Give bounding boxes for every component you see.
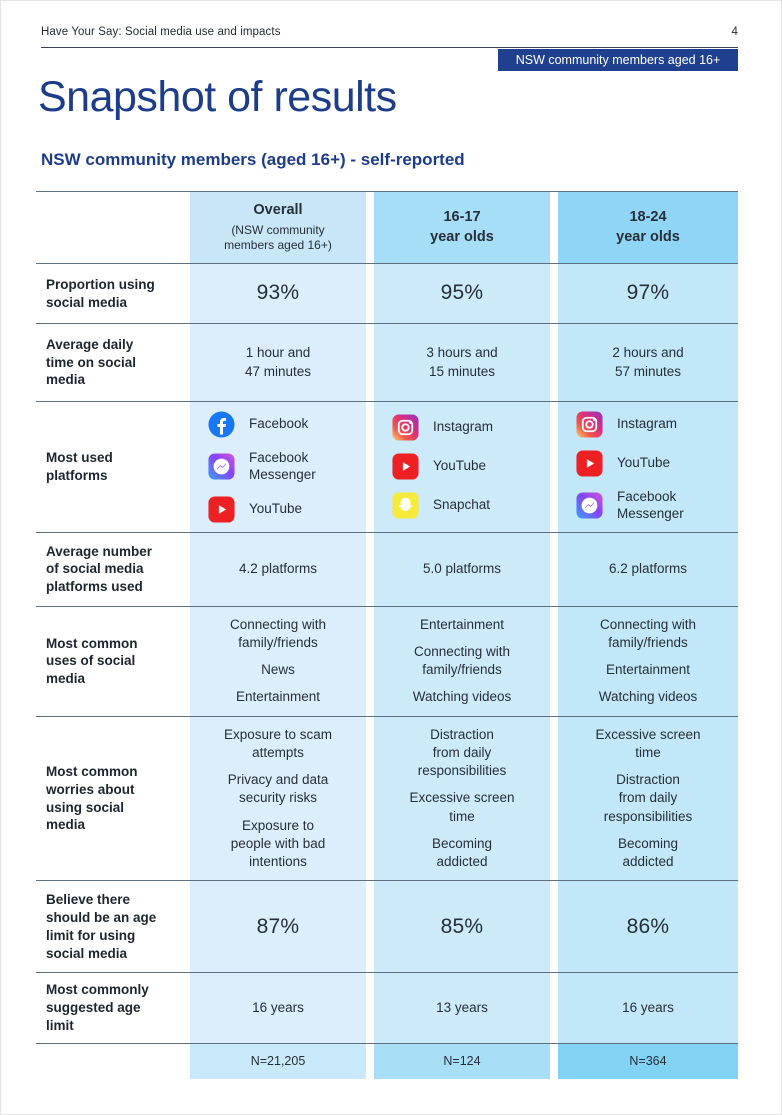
list-item: Connecting with family/friends bbox=[413, 644, 511, 678]
row-label: Most commonly suggested age limit bbox=[46, 982, 149, 1033]
platform-item bbox=[392, 453, 486, 480]
cell-overall bbox=[190, 717, 366, 881]
table-row bbox=[36, 401, 738, 532]
sample-size: N=21,205 bbox=[250, 1053, 306, 1068]
value: 97% bbox=[626, 281, 670, 305]
cell-18-24 bbox=[558, 533, 738, 606]
value: 86% bbox=[626, 914, 670, 938]
list-item: Excessive screen time bbox=[595, 726, 701, 760]
list-item: News bbox=[261, 662, 295, 678]
list-item: Watching videos bbox=[412, 689, 512, 705]
page-number: 4 bbox=[731, 26, 738, 38]
platform-label: Snapchat bbox=[433, 497, 491, 513]
youtube-icon bbox=[208, 496, 235, 523]
platform-item bbox=[392, 414, 493, 441]
instagram-icon bbox=[392, 414, 419, 441]
table-row bbox=[36, 972, 738, 1042]
value: 85% bbox=[440, 914, 484, 938]
row-label bbox=[36, 192, 182, 263]
cell-18-24 bbox=[558, 717, 738, 881]
cell-16-17 bbox=[374, 533, 550, 606]
platform-item bbox=[576, 450, 670, 477]
sample-size: N=364 bbox=[629, 1053, 667, 1068]
page-title: Snapshot of results bbox=[38, 73, 397, 121]
cell-overall bbox=[190, 264, 366, 323]
cell-overall bbox=[190, 607, 366, 716]
platform-label: Facebook Messenger bbox=[249, 450, 316, 482]
facebook-icon bbox=[208, 411, 235, 438]
cell-16-17 bbox=[374, 324, 550, 401]
messenger-icon bbox=[576, 492, 603, 519]
platform-label: YouTube bbox=[433, 458, 487, 474]
cell-16-17 bbox=[374, 717, 550, 881]
cell-overall bbox=[190, 533, 366, 606]
platform-label: Facebook Messenger bbox=[617, 489, 684, 521]
running-header bbox=[41, 26, 738, 38]
table-row bbox=[36, 323, 738, 401]
cell-overall bbox=[190, 973, 366, 1042]
header-rule bbox=[41, 47, 738, 48]
row-label: Most common worries about using social media bbox=[46, 763, 138, 833]
list-item: Entertainment bbox=[235, 689, 321, 705]
platform-item bbox=[576, 489, 684, 523]
value: 1 hour and 47 minutes bbox=[244, 345, 312, 379]
platform-item bbox=[392, 492, 490, 519]
value: 87% bbox=[256, 914, 300, 938]
platform-label: YouTube bbox=[249, 500, 303, 516]
list-item: Privacy and data security risks bbox=[227, 772, 329, 806]
platform-item bbox=[208, 496, 302, 523]
cell-18-24 bbox=[558, 973, 738, 1042]
list-item: Connecting with family/friends bbox=[229, 616, 327, 651]
youtube-icon bbox=[392, 453, 419, 480]
cell-16-17 bbox=[374, 973, 550, 1042]
row-label: Average daily time on social media bbox=[46, 336, 137, 388]
value: 6.2 platforms bbox=[608, 561, 688, 577]
value: 3 hours and 15 minutes bbox=[426, 345, 498, 379]
platform-item bbox=[208, 411, 308, 438]
value: 95% bbox=[440, 281, 484, 305]
cell-18-24 bbox=[558, 324, 738, 401]
cell-16-17 bbox=[374, 264, 550, 323]
value: 16 years bbox=[252, 999, 304, 1015]
cell-16-17 bbox=[374, 402, 550, 532]
cell-16-17 bbox=[374, 881, 550, 972]
platform-label: Instagram bbox=[433, 419, 494, 435]
table-footer-row bbox=[36, 1043, 738, 1079]
cell-18-24 bbox=[558, 192, 738, 263]
snapchat-icon bbox=[392, 492, 419, 519]
value: 16 years bbox=[622, 999, 674, 1015]
results-table bbox=[36, 191, 738, 1079]
cell-overall bbox=[190, 192, 366, 263]
value: 13 years bbox=[436, 999, 488, 1015]
list-item: Becoming addicted bbox=[431, 835, 493, 870]
cell-16-17 bbox=[374, 607, 550, 716]
column-title: 18-24 year olds bbox=[616, 208, 680, 245]
cell-overall bbox=[190, 402, 366, 532]
list-item: Entertainment bbox=[605, 662, 691, 678]
cell-overall bbox=[190, 324, 366, 401]
cell-18-24 bbox=[558, 1044, 738, 1079]
list-item: Exposure to people with bad intentions bbox=[230, 817, 326, 870]
row-label: Most used platforms bbox=[46, 450, 113, 483]
table-header-row bbox=[36, 191, 738, 263]
cell-18-24 bbox=[558, 264, 738, 323]
value: 5.0 platforms bbox=[422, 561, 502, 577]
list-item: Distraction from daily responsibilities bbox=[417, 726, 507, 779]
list-item: Excessive screen time bbox=[409, 790, 515, 824]
instagram-icon bbox=[576, 411, 603, 438]
cell-16-17 bbox=[374, 192, 550, 263]
value: 93% bbox=[256, 281, 300, 305]
table-row bbox=[36, 606, 738, 716]
platform-item bbox=[208, 450, 316, 484]
cell-overall bbox=[190, 1044, 366, 1079]
list-item: Exposure to scam attempts bbox=[223, 726, 333, 760]
row-label bbox=[36, 1044, 182, 1079]
list-item: Distraction from daily responsibilities bbox=[603, 772, 693, 824]
column-subtitle: (NSW community members aged 16+) bbox=[224, 222, 332, 253]
doc-title: Have Your Say: Social media use and impacts bbox=[41, 26, 281, 38]
platform-label: Instagram bbox=[617, 416, 678, 432]
cell-18-24 bbox=[558, 607, 738, 716]
list-item: Watching videos bbox=[598, 689, 698, 705]
list-item: Becoming addicted bbox=[617, 835, 679, 870]
value: 4.2 platforms bbox=[238, 561, 318, 577]
cell-overall bbox=[190, 881, 366, 972]
table-row bbox=[36, 532, 738, 606]
platform-label: YouTube bbox=[617, 455, 671, 471]
audience-badge: NSW community members aged 16+ bbox=[498, 49, 738, 71]
platform-label: Facebook bbox=[249, 416, 309, 432]
sample-size: N=124 bbox=[443, 1053, 481, 1068]
table-row bbox=[36, 880, 738, 972]
platform-item bbox=[576, 411, 677, 438]
column-title: 16-17 year olds bbox=[430, 208, 494, 245]
page-subtitle: NSW community members (aged 16+) - self-reported bbox=[41, 150, 465, 169]
list-item: Connecting with family/friends bbox=[599, 616, 697, 651]
column-title: Overall bbox=[253, 202, 303, 219]
messenger-icon bbox=[208, 453, 235, 480]
youtube-icon bbox=[576, 450, 603, 477]
table-row bbox=[36, 716, 738, 881]
row-label: Believe there should be an age limit for using social media bbox=[46, 892, 157, 961]
row-label: Most common uses of social media bbox=[46, 635, 138, 687]
row-label: Proportion using social media bbox=[46, 276, 155, 310]
table-row bbox=[36, 263, 738, 323]
cell-16-17 bbox=[374, 1044, 550, 1079]
row-label: Average number of social media platforms used bbox=[46, 543, 153, 595]
list-item: Entertainment bbox=[419, 616, 505, 632]
cell-18-24 bbox=[558, 881, 738, 972]
cell-18-24 bbox=[558, 402, 738, 532]
value: 2 hours and 57 minutes bbox=[612, 345, 684, 379]
